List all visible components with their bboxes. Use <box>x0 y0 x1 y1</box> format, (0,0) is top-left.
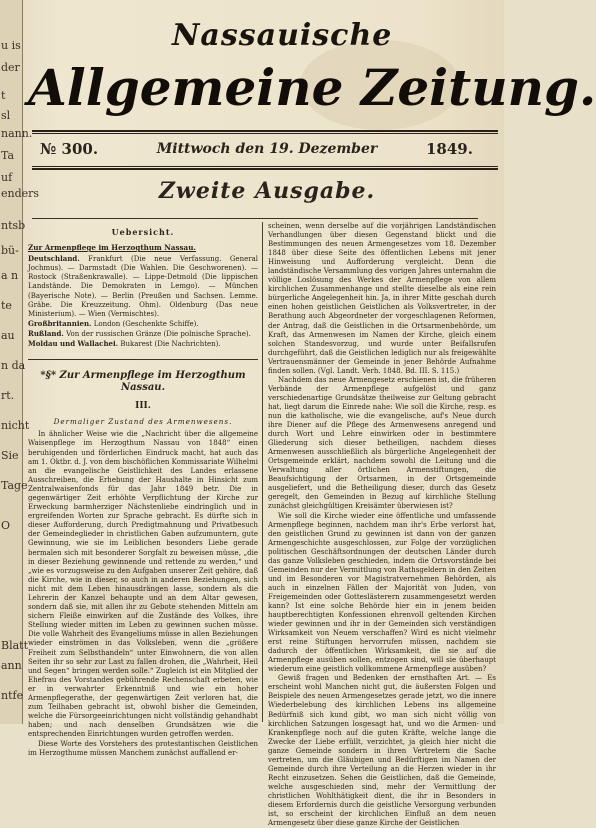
bleed-fragment: ann <box>1 659 22 672</box>
article-paragraph: In ähnlicher Weise wie die „Nachricht über die allgemeine Waisenpflege im Herzogthum Nassau von 1848“ einen beruhigenden und förderlichen Eindruck macht, hat auch das am 1. Oktbr. d. J. von dem bischöflichen Kommissariate Wilhelmi an die evangelische Geistlichkeit des Landes erlassene Ausschreiben, die Erhebung der Haushalte in Hinsicht zum Zentralwaisenfonds für das Jahr 1849 betr. Die in gegenwärtiger Zeit erhöhte Verpflichtung der Kirche zur Erweckung barmherziger Nächstenliebe eindringlich und in ergreifenden Worten zur Sprache gebracht. Es dürfte sich in dieser Aufforderung, durch Predigtmahnung und Privatbesuch der Gemeindeglieder in christlichen Gaben aufzumuntern, gute Gewinnung, wie sie im Leiblichen besonders Liebe gerade bermalen sich mit besonderer Sorgfalt zu beweisen müsse, „die in dieser Beziehung gewinnende und rettende zu werden,“ und „wie es vorzugsweise zu den Aufgaben unserer Zeit gehöre, daß die Kirche, wie in dieser, so auch in anderen Beziehungen, sich nicht mit dem Leben hinausdrängen lasse, sondern als die Lehrerin der Kanzel behaupte und an dem Altar gewesen, sondern daß sie, mit allen ihr zu Gebote stehenden Mitteln am sichern Fleiße einwirken auf die Zustände des Volkes, ihre Stellung wieder mitten im Leben zu gewinnen suchen müsse. Die volle Wahrheit des Evangeliums müsse in allen Beziehungen wieder einströmen in das Volksleben, wenn die „größere Freiheit zum Selbsthandeln“ unter Einwohnern, die von allen Seiten ihr so sehr zur Last zu fallen drohen, die „Wahrheit, Heil und Segen“ bringen werden solle.“ Zugleich ist ein Mitglied der Ehefrau des Vorstandes gebührende Rechenschaft erbeten, wie er in verwahrter Erkenntniß und wie ein hoher Armenpflegerathe, der gegenwärtigen Zeit verloren hat, die zum Teilhaben gebracht ist, obwohl bisher die Gemeinden, welche die Fürsorgeeinrichtungen nicht vollständig gehandhabt haben; und nach denselben Grundsätzen wie die entsprechenden Einrichtungen wurden getroffen werden. <box>28 430 258 739</box>
article-paragraph: Wie soll die Kirche wieder eine öffentliche und umfassende Armenpflege beginnen, nachdem man ihr's Erbe verlorst hat, den geistlichen Grund zu gewinnen ist dann von der ganzen Armengeschichte ausgeschlossen, zur Folge der vorzüglichen politischen Geschäftsordnungen der deutschen Länder durch das ganze Volksleben geschieden, indem die Ortsvorstände bei Gemeinden nur der Vermittlung von Rathsgeldern in den Zeiten und im Besonderen vor Magistratvernehmen Behörden, als auch in einzelnen Fällen der Majorität von Juden, von Freigemeinden oder Gotteslästerern zusammengesetzt werden kann? Ist eine solche Behörde hier ein in jenem beiden hauptberechtigten Konfessionen ehrenvoll geltenden Kirchen wieder gewinnen und ihr in der Gemeinden sich verständigen Wirksamkeit von Neuem verschaffen? Wird es nicht vielmehr erst reine Stiftungen hervorrufen müssen, nachdem sie dadurch der öffentlichen Wirksamkeit, die sie auf die Armenpflege ausüben sollen, entzogen sind, will sie überhaupt wiederum eine geistlich vollkommene Armenpflege ausüben? <box>268 511 496 674</box>
overview-list <box>28 254 258 349</box>
bleed-fragment: sl <box>1 109 11 122</box>
bleed-fragment: ntsb <box>1 219 26 232</box>
bleed-fragment: der <box>1 61 20 74</box>
issue-year: 1849. <box>426 140 473 158</box>
bleed-fragment: n da <box>1 359 26 372</box>
article-subtitle: Dermaliger Zustand des Armenwesens. <box>53 417 233 427</box>
issue-date: Mittwoch den 19. Dezember <box>156 141 378 157</box>
overview-item-text: London (Geschenkte Schiffe). <box>91 319 199 328</box>
overview-item <box>28 329 258 339</box>
overview-item-text: Frankfurt (Die neue Verfassung. General Jochmus). — Darmstadt (Die Wahlen. Die Geschworenen). — Rostock (Straßenkrawalle). — Lippe-Detmold (Die lippischen Landstände. Die Demokraten in Lemgo). — München (Bayerische Note). — Berlin (Preußen und Sachsen. Lemme. Gräbe. Die Kreuzzeitung. Ohm). Oldenburg (Das neue Ministerium). — Wien (Vermischtes). <box>28 255 258 318</box>
bleed-fragment: u is <box>1 39 21 52</box>
column-left <box>28 222 258 757</box>
bleed-fragment: nicht <box>1 419 30 432</box>
bleed-fragment: te <box>1 299 12 312</box>
bleed-fragment: O <box>1 519 11 532</box>
bleed-fragment: Blatt <box>1 639 29 652</box>
overview-title: Uebersicht. <box>111 227 175 237</box>
article-paragraph: Gewiß fragen und Bedenken der ernsthaften Art. — Es erscheint wohl Manchen nicht gut, die äußersten Folgen und Beispiele des neuen Armengesetzes gerade jetzt, wo die innere Wiederbelebung des kirchlichen Lebens ins allgemeine Bedürfniß sich kund gibt, wo man sich nicht völlig von kirchlichen Satzungen losgesagt hat, und wo die Armen- und Krankenpflege noch auf die guten Kräfte, welche lange die Zwecke der Liebe erfüllt, verzichtet, ja gleich hier nicht die ganze Gemeinde sondern in ihren Vertretern die Sache vertreten, um die Gläubigen und Bedürftigen im Namen der Gemeinde durch ihre Verteilung an die Herzen wieder in ihr Recht einzusetzen. Sehen die Geistlichen, daß die Gemeinde, welche ausgeschieden sind, mehr der Vermittlung der christlichen Wohlthätigkeit dient, die ihr in Besonders in diesem Erfordernis durch die geistliche Versorgung verbunden ist, so erscheint der kirchlichen Einfluß an dem neuen Armengesetz über diese ganze Kirche der Geistlichen <box>268 674 496 828</box>
article-number: III. <box>135 401 151 412</box>
bleed-fragment: ntfe <box>1 689 24 702</box>
article-paragraph: Nachdem das neue Armengesetz erschienen ist, die früheren Verbände der Armenpflege aufgelöst und ganz verschiedenartige Grundsätze theilweise zur Geltung gebracht hat, liegt darum die Einrede nahe: Wie soll die Kirche, resp. es nun die katholische, wie die evangelische, auf's Neue durch ihre Diener auf die Pflege des Armenwesens anregend und durch Wort und Lehre einwirken oder in bestimmtere Gliederung sich dieser betheiligen, nachdem dieses Armenwesen ausschließlich als bürgerliche Angelegenheit der Ortsgemeinde erklärt, nachdem sowohl die Leitung und die Verwaltung aller örtlichen Armenstiftungen, die Beaufsichtigung der Ortsarmen, in der Ortsgemeinde ausgeliefert, und die Betheiligung dieser, durch das Gesetz geregelt, den Gemeinden in Bezug auf kirchliche Stellung zunächst gleichgültigen Kreisämter überwiesen ist? <box>268 375 496 511</box>
bleed-fragment: Sie <box>1 449 19 462</box>
article-paragraph: scheinen, wenn derselbe auf die vorjährigen Landständischen Verhandlungen über diesen Gegenstand blickt und die Bestimmungen des neuen Armengesetzes vom 18. Dezember 1848 über diese Seite des öffentlichen Lebens mit jener Hinweisung und Aufforderung vergleicht. Denn die landständische Versammlung des vorigen Jahres unternahm die völlige Loslösung des Werkes der Armenpflege von allem kirchlichen Zusammenhange und stellte dieselbe als eine rein bürgerliche Angelegenheit hin. Ja, in ihrer Mitte geschah durch einen hohen geistlichen Geistlichen als Volksvertreter, in der Berathung auch Abgeordneter der vorgeschlagenen Reformen, der Antrag, daß die Geistlichen in die Ortsarmenbehörde, um Kraft, das Armenwesen im Namen der Kirche, gleich einem solchen Standesvorzug, und wurde unter Beifallsrufen durchgeführt, daß die Geistlichen lediglich nur als freigewählte Vertrauensmänner der Gemeinde in jener Behörde Aufnahme finden sollen. (Vgl. Landt. Verh. 1848. Bd. III. S. 115.) <box>268 222 496 375</box>
bleed-fragment: bü- <box>1 244 19 257</box>
column-divider <box>262 222 263 722</box>
article-body-left <box>28 430 258 757</box>
bleed-fragment: uf <box>1 171 13 184</box>
bleed-fragment: enders <box>1 187 40 200</box>
bleed-fragment: Tage <box>1 479 28 492</box>
rule <box>32 168 498 170</box>
overview-item-text: Von der russischen Gränze (Die polnische Sprache). <box>63 329 251 338</box>
overview-item-text: Bukarest (Die Nachrichten). <box>118 340 221 349</box>
masthead-title-line2: Allgemeine Zeitung. <box>28 58 596 117</box>
adjacent-page-bleed <box>0 0 40 724</box>
overview-item-label: Großbritannien. <box>28 318 92 328</box>
overview-item-label: Rußland. <box>28 328 64 338</box>
bleed-fragment: nann. <box>1 127 33 140</box>
section-divider <box>28 359 258 360</box>
overview-item <box>28 339 258 349</box>
bleed-fragment: au <box>1 329 15 342</box>
overview-item-label: Deutschland. <box>28 254 80 264</box>
overview-item <box>28 254 258 319</box>
rule <box>32 166 498 167</box>
bleed-fragment: a n <box>1 269 19 282</box>
article-title: *§* Zur Armenpflege im Herzogthum Nassau. <box>40 370 246 394</box>
article-paragraph: Diese Worte des Vorstehers des protestantischen Geistlichen im Herzogthume müssen Manchem zunächst auffallend er- <box>28 739 258 757</box>
rule <box>32 130 498 132</box>
bleed-fragment: t <box>1 89 6 102</box>
rule <box>32 218 478 219</box>
edition-title: Zweite Ausgabe. <box>158 178 376 204</box>
issue-number: № 300. <box>40 140 99 158</box>
overview-item-label: Moldau und Wallachei. <box>28 339 119 349</box>
column-right <box>268 222 496 828</box>
overview-item <box>28 319 258 329</box>
rule <box>32 133 498 134</box>
bleed-fragment: Ta <box>1 149 15 162</box>
masthead-title-line1: Nassauische <box>172 18 393 53</box>
article-body-right <box>268 222 496 828</box>
bleed-fragment: rt. <box>1 389 15 402</box>
overview-heading: Zur Armenpflege im Herzogthum Nassau. <box>28 243 196 253</box>
